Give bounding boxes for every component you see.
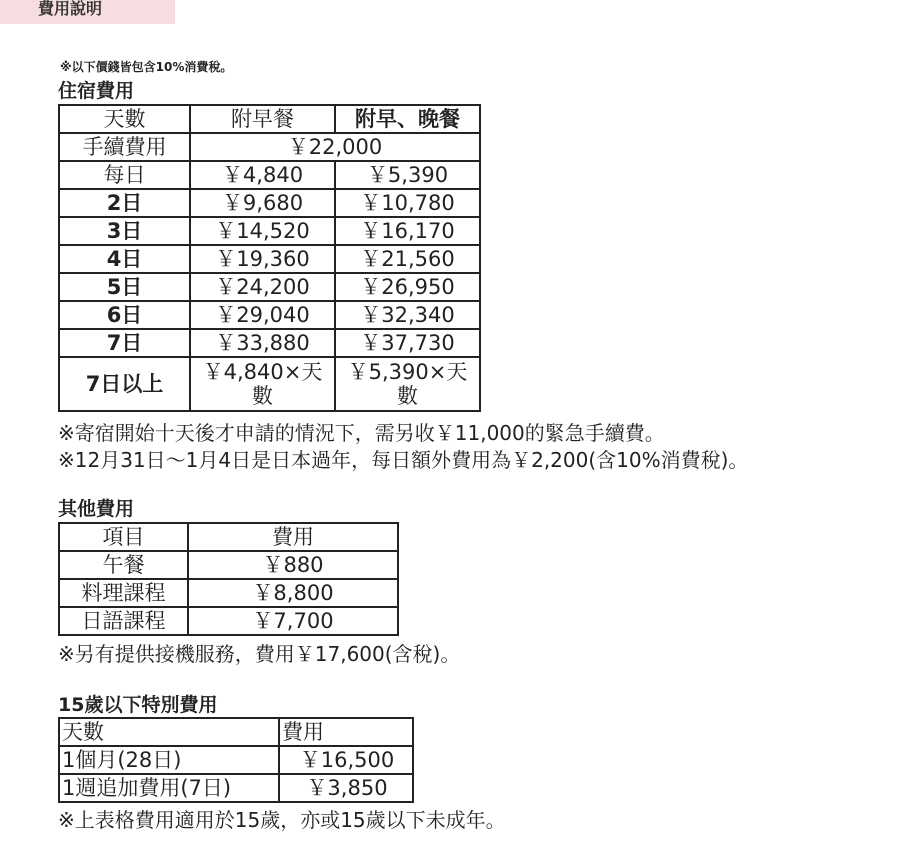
header-cell: 費用 — [188, 523, 398, 551]
under15-title: 15歲以下特別費用 — [58, 694, 218, 716]
table-row — [59, 746, 413, 774]
lodging-fee-table — [58, 104, 481, 412]
section-tab-label: 費用說明 — [38, 0, 103, 18]
fee-cell: ￥16,500 — [279, 746, 413, 774]
days-cell: 7日 — [59, 329, 190, 357]
section-tab — [0, 0, 175, 24]
lodging-note: ※12月31日～1月4日是日本過年，每日額外費用為￥2,200(含10%消費稅)。 — [58, 448, 749, 472]
days-cell: 4日 — [59, 245, 190, 273]
both-meals-cell: ￥21,560 — [335, 245, 480, 273]
header-cell: 費用 — [279, 718, 413, 746]
breakfast-cell-line: ￥4,840×天 — [202, 360, 323, 384]
item-cell: 料理課程 — [59, 579, 188, 607]
days-cell: 1週追加費用(7日) — [59, 774, 279, 802]
table-row — [59, 273, 480, 301]
table-row — [59, 217, 480, 245]
breakfast-cell-line: 數 — [252, 384, 273, 408]
breakfast-cell: ￥19,360 — [190, 245, 335, 273]
other-fee-table — [58, 522, 399, 636]
days-cell: 5日 — [59, 273, 190, 301]
table-row — [59, 133, 480, 161]
fee-cell: ￥880 — [188, 551, 398, 579]
table-row — [59, 329, 480, 357]
table-row — [59, 774, 413, 802]
table-row — [59, 301, 480, 329]
both-meals-cell: ￥5,390 — [335, 161, 480, 189]
days-cell: 3日 — [59, 217, 190, 245]
breakfast-cell: ￥14,520 — [190, 217, 335, 245]
lodging-note: ※寄宿開始十天後才申請的情況下，需另收￥11,000的緊急手續費。 — [58, 421, 665, 445]
lodging-title: 住宿費用 — [58, 80, 135, 102]
breakfast-cell — [190, 357, 335, 411]
breakfast-cell: ￥33,880 — [190, 329, 335, 357]
header-cell: 附早餐 — [190, 105, 335, 133]
breakfast-cell: ￥24,200 — [190, 273, 335, 301]
table-header-row — [59, 718, 413, 746]
breakfast-cell: ￥9,680 — [190, 189, 335, 217]
table-row — [59, 551, 398, 579]
table-header-row — [59, 105, 480, 133]
fee-cell: ￥3,850 — [279, 774, 413, 802]
breakfast-cell: ￥4,840 — [190, 161, 335, 189]
both-meals-cell: ￥16,170 — [335, 217, 480, 245]
item-cell: 午餐 — [59, 551, 188, 579]
both-meals-cell: ￥10,780 — [335, 189, 480, 217]
table-row — [59, 245, 480, 273]
fee-cell: ￥8,800 — [188, 579, 398, 607]
both-meals-cell: ￥32,340 — [335, 301, 480, 329]
days-cell: 6日 — [59, 301, 190, 329]
days-cell: 每日 — [59, 161, 190, 189]
header-cell: 天數 — [59, 718, 279, 746]
header-cell: 項目 — [59, 523, 188, 551]
table-header-row — [59, 523, 398, 551]
table-row — [59, 189, 480, 217]
table-row — [59, 579, 398, 607]
breakfast-cell: ￥29,040 — [190, 301, 335, 329]
tax-note: ※以下價錢皆包含10%消費稅。 — [60, 60, 233, 74]
days-cell: 1個月(28日) — [59, 746, 279, 774]
table-row — [59, 607, 398, 635]
both-meals-cell: ￥26,950 — [335, 273, 480, 301]
under15-note: ※上表格費用適用於15歲，亦或15歲以下未成年。 — [58, 808, 506, 832]
both-meals-cell — [335, 357, 480, 411]
table-row — [59, 357, 480, 411]
other-fees-title: 其他費用 — [58, 498, 135, 520]
fee-cell: ￥7,700 — [188, 607, 398, 635]
header-cell: 天數 — [59, 105, 190, 133]
days-cell: 7日以上 — [59, 357, 190, 411]
table-row — [59, 161, 480, 189]
under15-fee-table — [58, 717, 414, 803]
fee-label-cell: 手續費用 — [59, 133, 190, 161]
both-meals-cell: ￥37,730 — [335, 329, 480, 357]
other-fees-note: ※另有提供接機服務，費用￥17,600(含稅)。 — [58, 642, 461, 666]
fee-value-cell: ￥22,000 — [190, 133, 480, 161]
item-cell: 日語課程 — [59, 607, 188, 635]
both-meals-cell-line: ￥5,390×天 — [347, 360, 468, 384]
both-meals-cell-line: 數 — [397, 384, 418, 408]
days-cell: 2日 — [59, 189, 190, 217]
header-cell: 附早、晚餐 — [335, 105, 480, 133]
